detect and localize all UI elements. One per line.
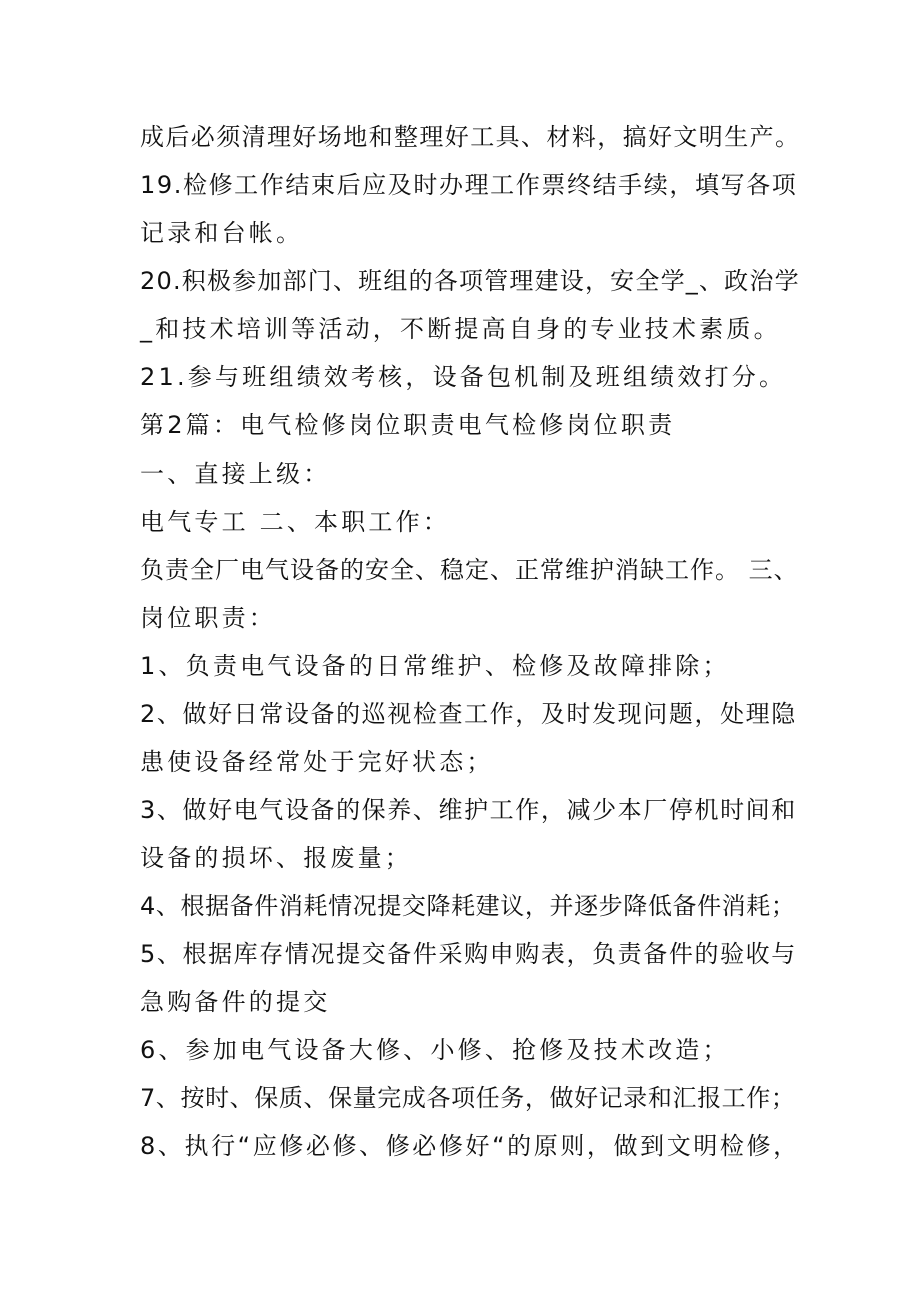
text-line: 4、根据备件消耗情况提交降耗建议，并逐步降低备件消耗； xyxy=(140,892,796,920)
text-line: 7、按时、保质、保量完成各项任务，做好记录和汇报工作； xyxy=(140,1084,796,1112)
text-line: 患使设备经常处于完好状态； xyxy=(140,748,494,776)
text-line: 岗位职责： xyxy=(140,604,276,632)
text-line: 急购备件的提交 xyxy=(140,988,331,1016)
text-line: 1、负责电气设备的日常维护、检修及故障排除； xyxy=(140,652,730,680)
text-line: 一、直接上级： xyxy=(140,460,331,488)
text-line: 成后必须清理好场地和整理好工具、材料，搞好文明生产。 xyxy=(140,123,801,151)
text-line: 5、根据库存情况提交备件采购申购表，负责备件的验收与 xyxy=(140,940,797,968)
text-line: 负责全厂电气设备的安全、稳定、正常维护消缺工作。 三、 xyxy=(140,556,799,584)
text-line: 20.积极参加部门、班组的各项管理建设，安全学_、政治学 xyxy=(140,267,800,295)
section-heading: 第2篇：电气检修岗位职责电气检修岗位职责 xyxy=(140,411,676,439)
text-line: 19.检修工作结束后应及时办理工作票终结手续，填写各项 xyxy=(140,171,798,199)
text-line: 3、做好电气设备的保养、维护工作，减少本厂停机时间和 xyxy=(140,796,797,824)
text-line: 电气专工 二、本职工作： xyxy=(140,508,451,536)
text-line: 6、参加电气设备大修、小修、抢修及技术改造； xyxy=(140,1036,730,1064)
text-line: _和技术培训等活动，不断提高自身的专业技术素质。 xyxy=(140,315,781,343)
text-line: 21.参与班组绩效考核，设备包机制及班组绩效打分。 xyxy=(140,363,787,391)
text-line: 记录和台帐。 xyxy=(140,219,304,247)
text-line: 2、做好日常设备的巡视检查工作，及时发现问题，处理隐 xyxy=(140,700,797,728)
text-line: 设备的损坏、报废量； xyxy=(140,844,412,872)
text-line: 8、执行“应修必修、修必修好“的原则，做到文明检修， xyxy=(140,1132,800,1160)
